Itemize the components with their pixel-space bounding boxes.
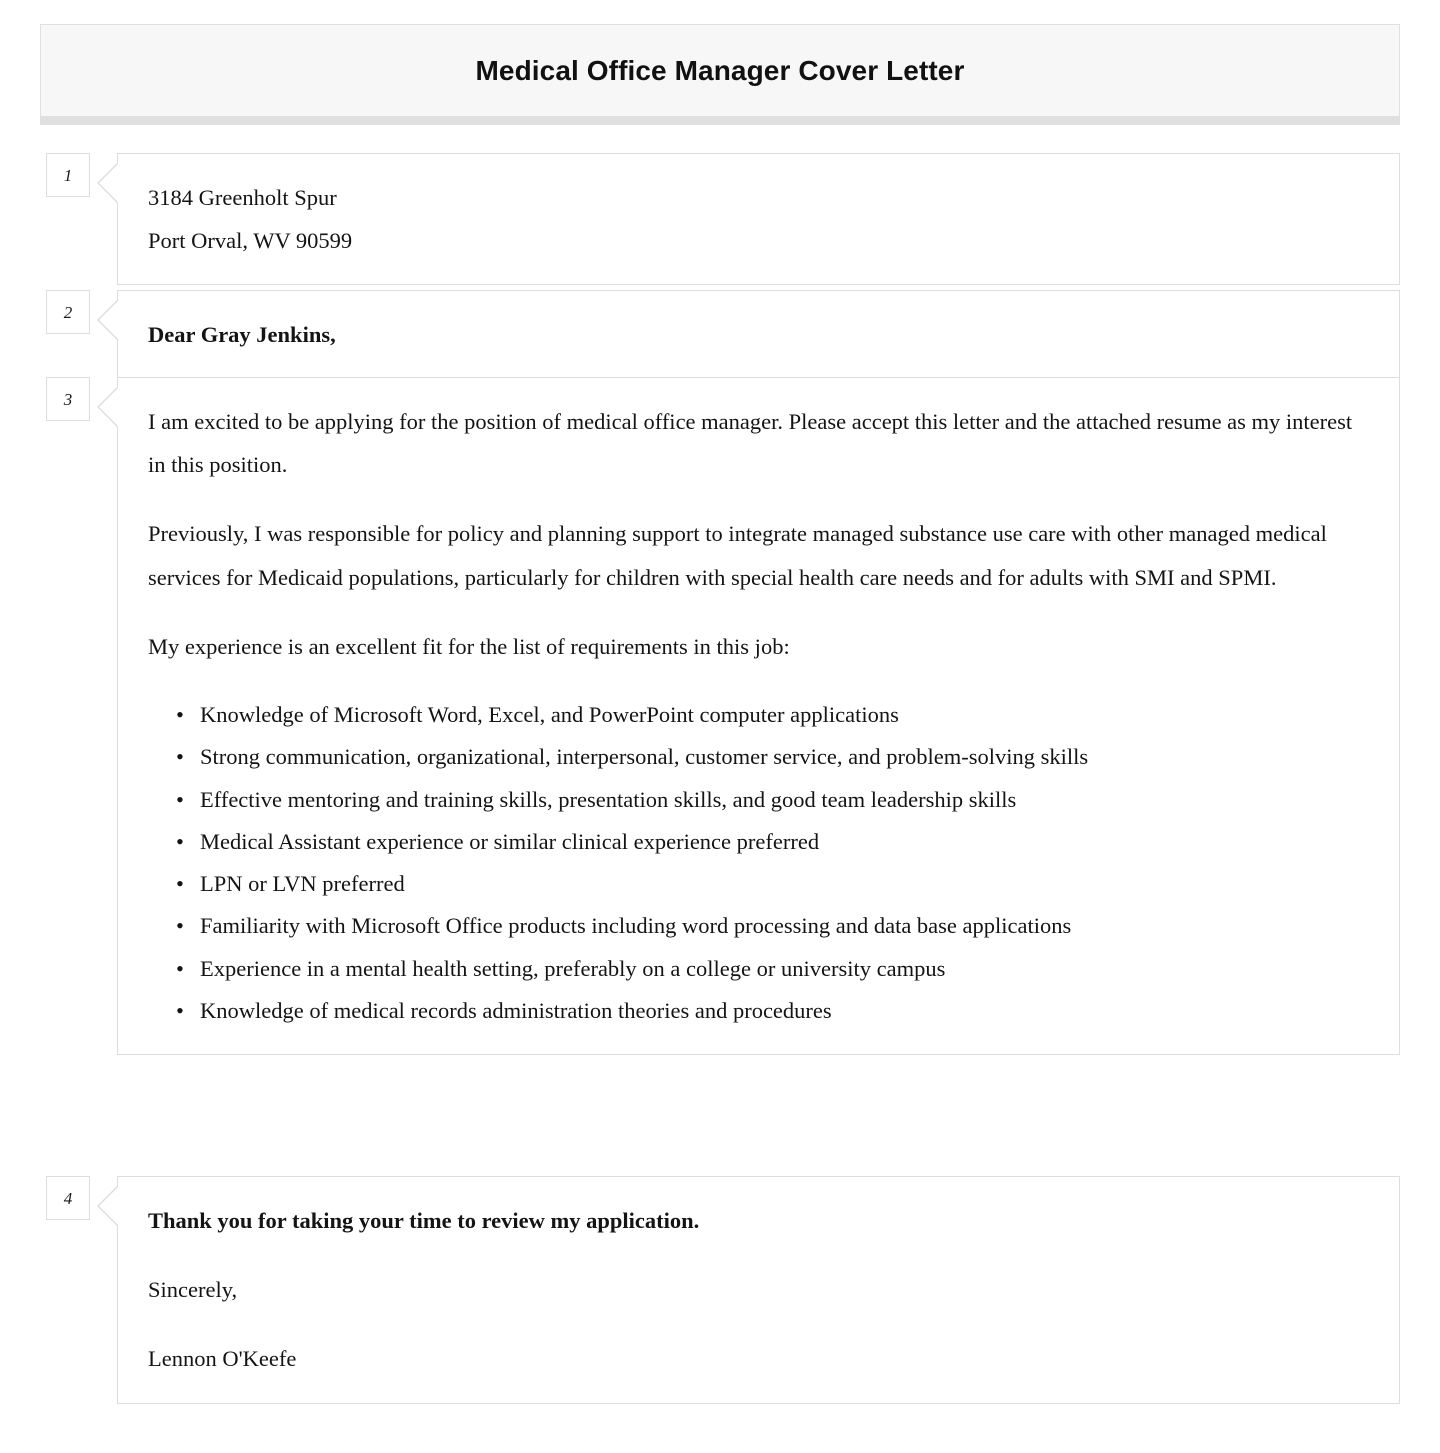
list-item: • Knowledge of Microsoft Word, Excel, and PowerPoint computer applications [200,694,1373,736]
list-item: • Knowledge of medical records administration theories and procedures [200,990,1373,1032]
list-item: • Familiarity with Microsoft Office products including word processing and data base applications [200,905,1373,947]
document-header [40,24,1400,116]
body-bubble[interactable] [117,377,1400,1055]
closing-signoff-text: Sincerely, [148,1277,238,1303]
requirements-list [148,694,1373,1032]
page-title: Medical Office Manager Cover Letter [475,54,965,86]
address-line-2: Port Orval, WV 90599 [148,228,353,254]
salutation-text: Dear Gray Jenkins, [148,322,336,347]
address-line-1: 3184 Greenholt Spur [148,185,337,210]
list-item: • Effective mentoring and training skills, presentation skills, and good team leadership skills [200,779,1373,821]
block-number-badge: 2 [46,290,90,334]
body-paragraph-2: Previously, I was responsible for policy and planning support to integrate managed substance use care with other managed medical services for Medicaid populations, particularly for children with special health care needs and for adults with SMI and SPMI. [148,521,1327,590]
closing-signature-text: Lennon O'Keefe [148,1346,297,1372]
list-item: • LPN or LVN preferred [200,863,1373,905]
list-item: • Medical Assistant experience or similar clinical experience preferred [200,821,1373,863]
salutation-bubble[interactable] [117,290,1400,379]
list-item: • Strong communication, organizational, interpersonal, customer service, and problem-solving skills [200,736,1373,778]
address-paragraph [148,176,1373,262]
body-paragraph-1: I am excited to be applying for the position of medical office manager. Please accept this letter and the attached resume as my interest in this position. [148,409,1353,478]
closing-bubble[interactable] [117,1176,1400,1404]
list-item: • Experience in a mental health setting, preferably on a college or university campus [200,948,1373,990]
address-bubble[interactable] [117,153,1400,285]
block-number-badge: 1 [46,153,90,197]
block-number-badge: 4 [46,1176,90,1220]
body-paragraph-3: My experience is an excellent fit for the list of requirements in this job: [148,633,790,659]
header-shadow-band [40,116,1400,125]
block-number-badge: 3 [46,377,90,421]
closing-thanks-text: Thank you for taking your time to review my application. [148,1208,700,1233]
